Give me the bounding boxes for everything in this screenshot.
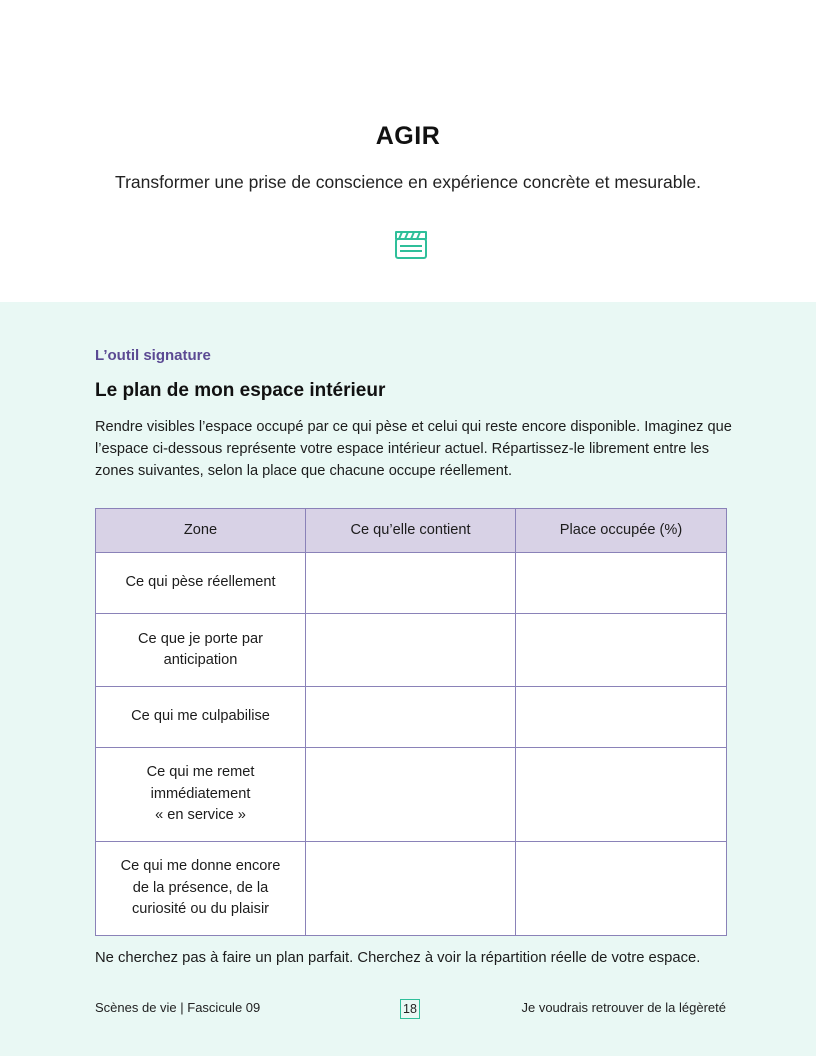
zone-line: anticipation xyxy=(163,652,238,668)
zone-cell xyxy=(96,748,306,842)
contents-cell[interactable] xyxy=(306,687,516,748)
contents-cell[interactable] xyxy=(306,614,516,687)
clapperboard-icon xyxy=(394,230,428,260)
column-header-contents: Ce qu’elle contient xyxy=(306,509,516,553)
zone-cell xyxy=(96,687,306,748)
table-row xyxy=(96,553,727,614)
zone-line: immédiatement xyxy=(150,785,251,802)
percent-cell[interactable] xyxy=(516,687,727,748)
percent-cell[interactable] xyxy=(516,614,727,687)
page-title: AGIR xyxy=(375,122,441,150)
column-header-zone: Zone xyxy=(96,509,306,553)
percent-cell[interactable] xyxy=(516,748,727,842)
table-header-row xyxy=(96,509,727,553)
zone-cell xyxy=(96,614,306,687)
contents-cell[interactable] xyxy=(306,748,516,842)
zones-table xyxy=(95,508,727,936)
page-number: 18 xyxy=(400,999,420,1019)
table-row xyxy=(96,748,727,842)
zone-cell xyxy=(96,553,306,614)
section-heading: Le plan de mon espace intérieur xyxy=(95,380,386,401)
zone-cell xyxy=(96,842,306,936)
footer-series: Scènes de vie | Fascicule 09 xyxy=(95,1000,261,1015)
zone-line: Ce qui me culpabilise xyxy=(131,708,270,725)
closing-note: Ne cherchez pas à faire un plan parfait. Cherchez à voir la répartition réelle de votre espace. xyxy=(95,950,701,966)
header-area xyxy=(0,0,816,302)
zone-line: Ce qui me remet xyxy=(146,764,255,781)
table-row xyxy=(96,687,727,748)
zone-line: curiosité ou du plaisir xyxy=(131,901,270,918)
zone-line: Ce que je porte par xyxy=(138,630,263,647)
footer-title: Je voudrais retrouver de la légèreté xyxy=(521,1000,726,1015)
section-intro: Rendre visibles l’espace occupé par ce qui pèse et celui qui reste encore disponible. Imaginez que l’espace ci-dessous représente votre espace intérieur actuel. Répartissez-le librement entre les zones suivantes, selon la place que chacune occupe réellement. xyxy=(95,419,732,479)
section-eyebrow: L’outil signature xyxy=(95,347,211,364)
percent-cell[interactable] xyxy=(516,553,727,614)
page-subtitle: Transformer une prise de conscience en expérience concrète et mesurable. xyxy=(115,172,701,192)
percent-cell[interactable] xyxy=(516,842,727,936)
zone-line: « en service » xyxy=(155,807,246,824)
contents-cell[interactable] xyxy=(306,553,516,614)
zone-line: Ce qui me donne encore xyxy=(120,858,281,875)
zone-line: Ce qui pèse réellement xyxy=(125,574,276,591)
zone-line: de la présence, de la xyxy=(132,879,269,896)
contents-cell[interactable] xyxy=(306,842,516,936)
column-header-percent: Place occupée (%) xyxy=(516,509,727,553)
table-row xyxy=(96,614,727,687)
table-row xyxy=(96,842,727,936)
